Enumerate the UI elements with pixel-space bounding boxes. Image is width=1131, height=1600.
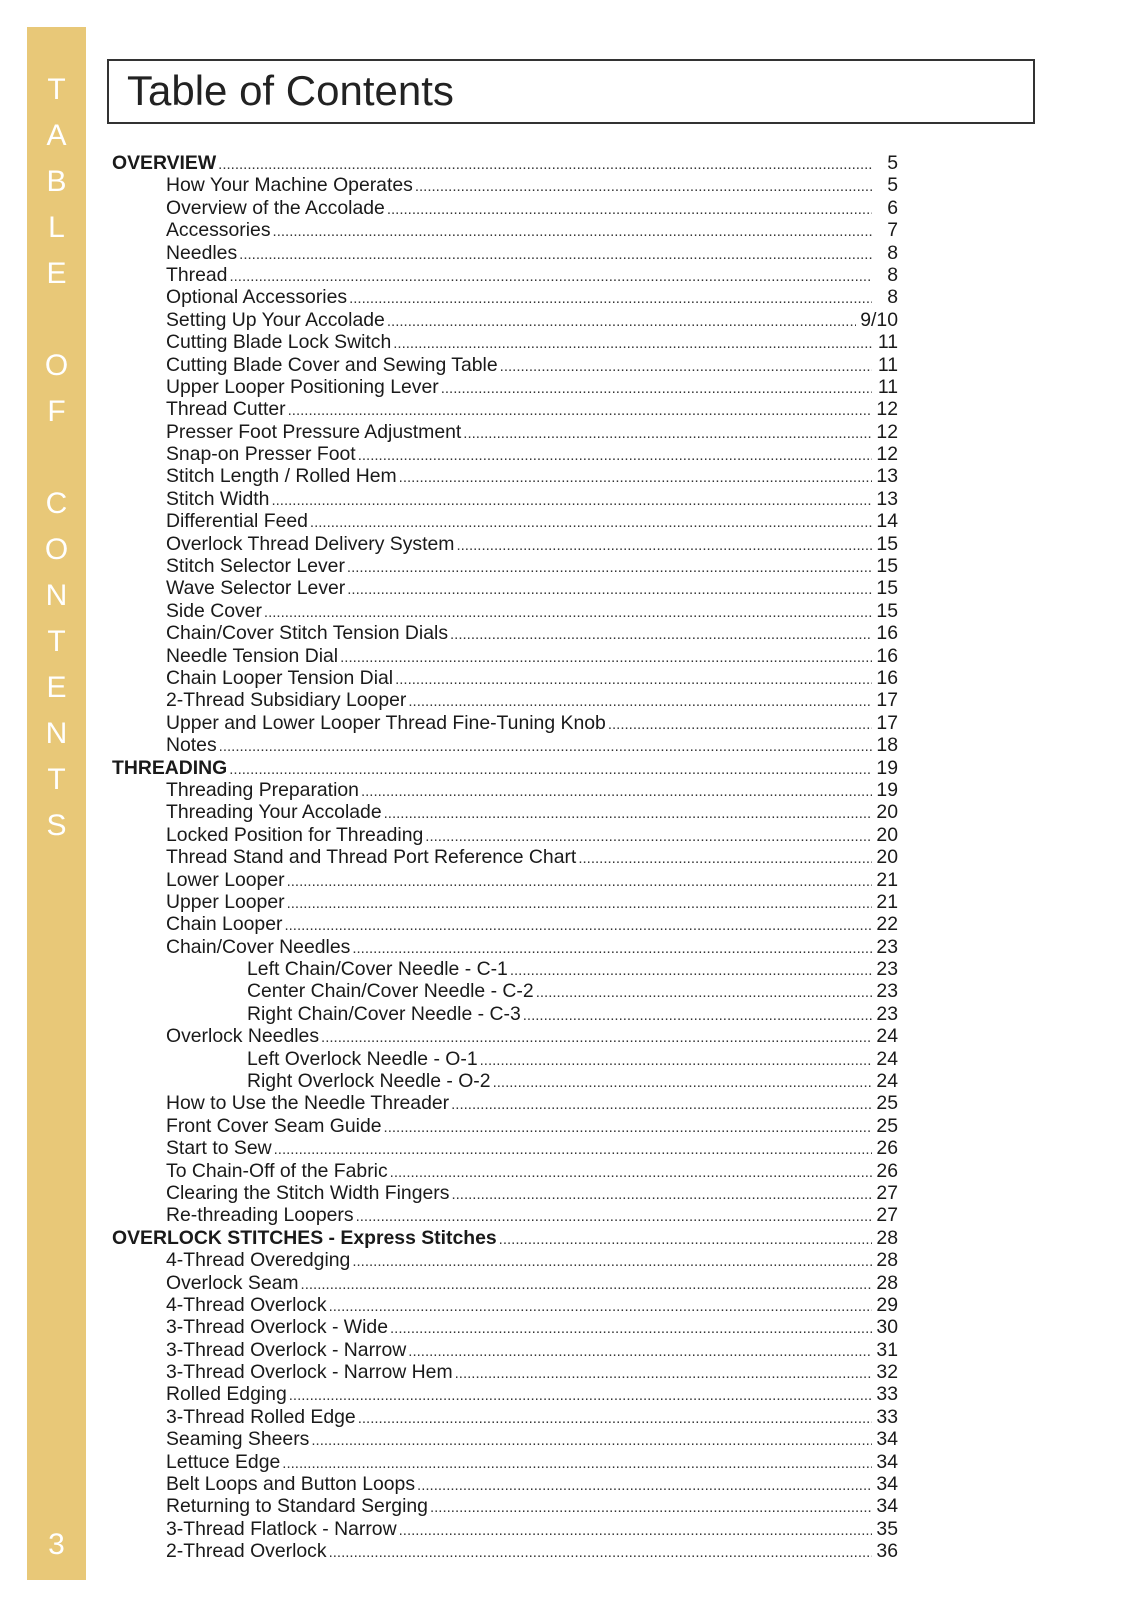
toc-entry-label: Overlock Needles <box>166 1025 320 1048</box>
toc-entry[interactable] <box>112 869 898 891</box>
dot-leader <box>340 647 872 669</box>
toc-entry-label: 3-Thread Overlock - Wide <box>166 1316 388 1339</box>
dot-leader <box>393 333 872 355</box>
toc-entry[interactable] <box>112 286 898 308</box>
toc-entry-page: 16 <box>876 644 898 667</box>
toc-entry[interactable] <box>112 1249 898 1271</box>
toc-entry-label: Snap-on Presser Foot <box>166 443 356 466</box>
toc-entry-label: Needles <box>166 241 238 264</box>
dot-leader <box>239 244 872 266</box>
toc-entry[interactable] <box>112 689 898 711</box>
toc-entry-label: Lower Looper <box>166 868 285 891</box>
toc-entry[interactable] <box>112 958 898 980</box>
dot-leader <box>450 624 872 646</box>
dot-leader <box>578 848 872 870</box>
toc-entry-page: 20 <box>876 801 898 824</box>
dot-leader <box>430 1497 872 1519</box>
dot-leader <box>384 1117 872 1139</box>
toc-entry-page: 18 <box>876 734 898 757</box>
sidebar-vertical-title <box>27 67 86 849</box>
toc-entry-page: 11 <box>877 353 898 376</box>
dot-leader <box>287 871 872 893</box>
toc-entry-page: 21 <box>876 868 898 891</box>
toc-entry[interactable] <box>112 488 898 510</box>
dot-leader <box>358 445 872 467</box>
toc-entry[interactable] <box>112 1115 898 1137</box>
sidebar-letter: T <box>47 763 66 796</box>
toc-entry-page: 36 <box>876 1540 898 1563</box>
toc-entry-label: Chain/Cover Needles <box>166 935 351 958</box>
toc-entry-label: How to Use the Needle Threader <box>166 1092 450 1115</box>
toc-entry-label: Front Cover Seam Guide <box>166 1114 382 1137</box>
toc-entry[interactable] <box>112 913 898 935</box>
dot-leader <box>229 266 872 288</box>
toc-entry-label: Stitch Selector Lever <box>166 555 345 578</box>
sidebar-letter <box>27 435 86 481</box>
toc-entry-page: 9/10 <box>860 308 898 331</box>
toc-entry-label: Overlock Thread Delivery System <box>166 532 455 555</box>
toc-entry-label: Cutting Blade Cover and Sewing Table <box>166 353 498 376</box>
toc-entry-label: Upper Looper Positioning Lever <box>166 375 439 398</box>
toc-entry-page: 30 <box>876 1316 898 1339</box>
toc-entry[interactable] <box>112 600 898 622</box>
toc-entry-page: 12 <box>876 443 898 466</box>
toc-entry-label: How Your Machine Operates <box>166 174 413 197</box>
toc-entry-page: 23 <box>876 935 898 958</box>
toc-entry-page: 6 <box>887 196 898 219</box>
toc-entry-page: 20 <box>876 846 898 869</box>
toc-entry-label: 3-Thread Rolled Edge <box>166 1405 356 1428</box>
toc-entry-label: Stitch Length / Rolled Hem <box>166 465 397 488</box>
sidebar-letter: E <box>46 671 67 704</box>
dot-leader <box>218 154 872 176</box>
toc-entry-label: 3-Thread Overlock - Narrow <box>166 1338 407 1361</box>
toc-entry-label: 3-Thread Overlock - Narrow Hem <box>166 1361 453 1384</box>
toc-entry-page: 7 <box>887 219 898 242</box>
sidebar-letter: C <box>45 487 68 520</box>
dot-leader <box>395 669 872 691</box>
dot-leader <box>321 1027 872 1049</box>
dot-leader <box>390 1318 872 1340</box>
toc-entry-page: 21 <box>876 890 898 913</box>
toc-entry-label: Rolled Edging <box>166 1383 287 1406</box>
toc-entry-label: 3-Thread Flatlock - Narrow <box>166 1517 397 1540</box>
dot-leader <box>451 1184 872 1206</box>
dot-leader <box>274 1139 872 1161</box>
toc-entry-page: 24 <box>876 1047 898 1070</box>
toc-entry-page: 23 <box>876 1002 898 1025</box>
toc-entry-page: 14 <box>876 510 898 533</box>
sidebar-letter: S <box>46 809 67 842</box>
toc-entry-label: Right Overlock Needle - O-2 <box>247 1070 491 1093</box>
toc-entry-label: Seaming Sheers <box>166 1428 310 1451</box>
toc-entry-page: 34 <box>876 1450 898 1473</box>
toc-entry[interactable] <box>112 1294 898 1316</box>
toc-entry[interactable] <box>112 846 898 868</box>
toc-entry-page: 17 <box>876 711 898 734</box>
dot-leader <box>361 781 872 803</box>
dot-leader <box>347 579 872 601</box>
dot-leader <box>415 176 872 198</box>
toc-entry[interactable] <box>112 936 898 958</box>
toc-section-heading[interactable] <box>112 757 898 779</box>
toc-entry[interactable] <box>112 465 898 487</box>
toc-entry-label: Returning to Standard Serging <box>166 1495 428 1518</box>
toc-entry-label: OVERLOCK STITCHES - Express Stitches <box>112 1226 497 1249</box>
toc-entry-page: 19 <box>876 778 898 801</box>
toc-entry-label: Locked Position for Threading <box>166 823 424 846</box>
toc-entry-page: 27 <box>876 1181 898 1204</box>
dot-leader <box>390 1162 872 1184</box>
toc-entry[interactable] <box>112 734 898 756</box>
toc-entry[interactable] <box>112 1182 898 1204</box>
toc-entry[interactable] <box>112 264 898 286</box>
dot-leader <box>288 400 872 422</box>
toc-entry-label: Thread <box>166 263 228 286</box>
toc-entry-page: 31 <box>876 1338 898 1361</box>
dot-leader <box>523 1005 872 1027</box>
sidebar-letter: F <box>47 395 66 428</box>
toc-entry-label: 4-Thread Overedging <box>166 1249 351 1272</box>
toc-entry-page: 8 <box>887 241 898 264</box>
toc-entry-page: 32 <box>876 1361 898 1384</box>
sidebar-letter: O <box>44 533 69 566</box>
toc-entry-page: 34 <box>876 1428 898 1451</box>
dot-leader <box>264 602 872 624</box>
toc-entry[interactable] <box>112 1495 898 1517</box>
toc-entry-label: Chain Looper <box>166 913 283 936</box>
toc-entry-label: Upper and Lower Looper Thread Fine-Tuning Knob <box>166 711 606 734</box>
toc-entry-label: Optional Accessories <box>166 286 348 309</box>
dot-leader <box>301 1274 872 1296</box>
dot-leader <box>441 378 872 400</box>
dot-leader <box>289 1385 872 1407</box>
dot-leader <box>500 356 872 378</box>
dot-leader <box>356 1206 872 1228</box>
sidebar-letter: B <box>46 165 67 198</box>
toc-entry-label: Clearing the Stitch Width Fingers <box>166 1181 450 1204</box>
dot-leader <box>284 915 872 937</box>
toc-entry-label: Accessories <box>166 219 271 242</box>
toc-entry-label: Chain/Cover Stitch Tension Dials <box>166 622 449 645</box>
sidebar-letter: O <box>44 349 69 382</box>
dot-leader <box>219 736 872 758</box>
toc-entry-label: Needle Tension Dial <box>166 644 339 667</box>
toc-entry-page: 24 <box>876 1025 898 1048</box>
toc-entry-page: 8 <box>887 263 898 286</box>
sidebar-letter: N <box>45 579 68 612</box>
toc-entry-label: Lettuce Edge <box>166 1450 281 1473</box>
toc-entry-label: Presser Foot Pressure Adjustment <box>166 420 462 443</box>
toc-entry-label: Thread Cutter <box>166 398 286 421</box>
toc-entry-label: Side Cover <box>166 599 262 622</box>
toc-entry[interactable] <box>112 801 898 823</box>
toc-entry-label: OVERVIEW <box>112 152 217 174</box>
sidebar-letter: E <box>46 257 67 290</box>
toc-entry-page: 25 <box>876 1092 898 1115</box>
dot-leader <box>608 714 872 736</box>
toc-entry[interactable] <box>112 1518 898 1540</box>
toc-entry-page: 27 <box>876 1204 898 1227</box>
toc-entry[interactable] <box>112 197 898 219</box>
dot-leader <box>347 557 872 579</box>
dot-leader <box>352 938 872 960</box>
toc-entry[interactable] <box>112 219 898 241</box>
toc-entry[interactable] <box>112 1204 898 1226</box>
toc-entry-label: To Chain-Off of the Fabric <box>166 1159 388 1182</box>
toc-entry[interactable] <box>112 1003 898 1025</box>
toc-entry[interactable] <box>112 331 898 353</box>
toc-entry-page: 15 <box>876 555 898 578</box>
toc-entry-page: 26 <box>876 1137 898 1160</box>
toc-entry-page: 16 <box>876 622 898 645</box>
dot-leader <box>451 1094 872 1116</box>
toc-entry-page: 34 <box>876 1473 898 1496</box>
dot-leader <box>282 1453 872 1475</box>
toc-entry-page: 20 <box>876 823 898 846</box>
toc-entry-label: Right Chain/Cover Needle - C-3 <box>247 1002 521 1025</box>
dot-leader <box>287 893 872 915</box>
toc-entry-page: 33 <box>876 1383 898 1406</box>
page-number: 3 <box>48 1528 65 1561</box>
toc-entry-label: Chain Looper Tension Dial <box>166 666 394 689</box>
toc-entry[interactable] <box>112 242 898 264</box>
toc-entry-label: Overview of the Accolade <box>166 196 385 219</box>
sidebar-tab <box>27 27 86 1580</box>
toc-entry[interactable] <box>112 1383 898 1405</box>
toc-entry-page: 8 <box>887 286 898 309</box>
toc-entry[interactable] <box>112 645 898 667</box>
dot-leader <box>456 535 872 557</box>
toc-entry[interactable] <box>112 1540 898 1562</box>
page-title: Table of Contents <box>127 67 454 114</box>
dot-leader <box>349 288 872 310</box>
toc-entry-label: Overlock Seam <box>166 1271 299 1294</box>
toc-entry[interactable] <box>112 354 898 376</box>
dot-leader <box>463 423 872 445</box>
toc-entry-label: Notes <box>166 734 217 757</box>
toc-entry[interactable] <box>112 712 898 734</box>
toc-entry-page: 29 <box>876 1293 898 1316</box>
toc-entry-page: 5 <box>887 152 898 174</box>
toc-entry-page: 15 <box>876 577 898 600</box>
sidebar-letter: A <box>46 119 67 152</box>
dot-leader <box>271 490 872 512</box>
dot-leader <box>273 221 872 243</box>
toc-entry-page: 28 <box>876 1249 898 1272</box>
toc-entry-label: Stitch Width <box>166 487 270 510</box>
sidebar-letter: T <box>47 625 66 658</box>
dot-leader <box>310 512 872 534</box>
toc-entry-page: 12 <box>876 420 898 443</box>
toc-section-heading[interactable] <box>112 152 898 174</box>
toc-entry-page: 34 <box>876 1495 898 1518</box>
title-box <box>107 59 1035 124</box>
toc-entry[interactable] <box>112 1092 898 1114</box>
dot-leader <box>536 982 872 1004</box>
dot-leader <box>399 1520 872 1542</box>
toc-entry-label: Start to Sew <box>166 1137 272 1160</box>
sidebar-letter: L <box>48 211 65 244</box>
toc-entry-label: Thread Stand and Thread Port Reference Chart <box>166 846 577 869</box>
toc-entry[interactable] <box>112 1048 898 1070</box>
dot-leader <box>510 960 872 982</box>
toc-entry[interactable] <box>112 510 898 532</box>
toc-entry[interactable] <box>112 1025 898 1047</box>
toc-entry[interactable] <box>112 1137 898 1159</box>
dot-leader <box>408 691 872 713</box>
toc-entry[interactable] <box>112 1272 898 1294</box>
toc-entry-page: 24 <box>876 1070 898 1093</box>
toc-entry[interactable] <box>112 533 898 555</box>
toc-entry[interactable] <box>112 376 898 398</box>
sidebar-letter: N <box>45 717 68 750</box>
toc-entry-page: 26 <box>876 1159 898 1182</box>
toc-entry-page: 23 <box>876 980 898 1003</box>
sidebar-letter: T <box>47 73 66 106</box>
toc-entry-label: Wave Selector Lever <box>166 577 346 600</box>
toc-entry[interactable] <box>112 891 898 913</box>
dot-leader <box>408 1341 872 1363</box>
toc-entry-page: 16 <box>876 666 898 689</box>
toc-section-heading[interactable] <box>112 1227 898 1249</box>
toc-entry-page: 22 <box>876 913 898 936</box>
toc-entry[interactable] <box>112 1406 898 1428</box>
toc-entry-page: 33 <box>876 1405 898 1428</box>
dot-leader <box>311 1430 872 1452</box>
toc-entry[interactable] <box>112 1473 898 1495</box>
toc-entry[interactable] <box>112 443 898 465</box>
dot-leader <box>455 1363 872 1385</box>
toc-entry[interactable] <box>112 1428 898 1450</box>
dot-leader <box>499 1229 872 1251</box>
toc-entry-label: Belt Loops and Button Loops <box>166 1473 416 1496</box>
toc-entry[interactable] <box>112 1316 898 1338</box>
toc-entry[interactable] <box>112 398 898 420</box>
toc-entry-label: Threading Your Accolade <box>166 801 382 824</box>
dot-leader <box>387 199 872 221</box>
toc-entry[interactable] <box>112 1160 898 1182</box>
toc-entry-page: 11 <box>877 331 898 354</box>
dot-leader <box>387 311 856 333</box>
dot-leader <box>384 803 872 825</box>
dot-leader <box>352 1251 872 1273</box>
toc-entry[interactable] <box>112 174 898 196</box>
toc-entry[interactable] <box>112 622 898 644</box>
toc-entry[interactable] <box>112 1451 898 1473</box>
toc-entry-label: Re-threading Loopers <box>166 1204 354 1227</box>
toc-entry[interactable] <box>112 980 898 1002</box>
table-of-contents <box>112 152 898 1563</box>
dot-leader <box>493 1072 872 1094</box>
toc-entry-page: 19 <box>876 756 898 779</box>
toc-entry-label: Center Chain/Cover Needle - C-2 <box>247 980 534 1003</box>
dot-leader <box>358 1408 872 1430</box>
toc-entry[interactable] <box>112 309 898 331</box>
toc-entry-page: 13 <box>876 465 898 488</box>
toc-entry-page: 5 <box>887 174 898 197</box>
dot-leader <box>417 1475 872 1497</box>
toc-entry-label: Upper Looper <box>166 890 285 913</box>
toc-entry-label: Left Overlock Needle - O-1 <box>247 1047 478 1070</box>
toc-entry-label: Threading Preparation <box>166 778 359 801</box>
toc-entry-page: 23 <box>876 958 898 981</box>
sidebar-letter <box>27 297 86 343</box>
toc-entry-label: THREADING <box>112 756 228 779</box>
toc-entry-page: 13 <box>876 487 898 510</box>
toc-entry-label: 2-Thread Overlock <box>166 1540 327 1563</box>
toc-entry-page: 28 <box>876 1271 898 1294</box>
toc-entry-label: Setting Up Your Accolade <box>166 308 385 331</box>
toc-entry[interactable] <box>112 577 898 599</box>
toc-entry-page: 25 <box>876 1114 898 1137</box>
toc-entry-page: 17 <box>876 689 898 712</box>
toc-entry-label: Differential Feed <box>166 510 308 533</box>
toc-entry[interactable] <box>112 1070 898 1092</box>
toc-entry-page: 35 <box>876 1517 898 1540</box>
toc-entry-label: 4-Thread Overlock <box>166 1293 327 1316</box>
dot-leader <box>329 1542 872 1564</box>
dot-leader <box>329 1296 872 1318</box>
dot-leader <box>480 1050 872 1072</box>
toc-entry-page: 11 <box>877 375 898 398</box>
toc-entry[interactable] <box>112 555 898 577</box>
toc-entry[interactable] <box>112 421 898 443</box>
dot-leader <box>425 826 872 848</box>
toc-entry[interactable] <box>112 1339 898 1361</box>
toc-entry-page: 12 <box>876 398 898 421</box>
toc-entry[interactable] <box>112 667 898 689</box>
toc-entry-label: Left Chain/Cover Needle - C-1 <box>247 958 508 981</box>
dot-leader <box>229 759 872 781</box>
toc-entry[interactable] <box>112 779 898 801</box>
toc-entry-page: 28 <box>876 1226 898 1249</box>
toc-entry-label: Cutting Blade Lock Switch <box>166 331 392 354</box>
dot-leader <box>399 467 872 489</box>
toc-entry-page: 15 <box>876 532 898 555</box>
toc-entry[interactable] <box>112 824 898 846</box>
toc-entry-label: 2-Thread Subsidiary Looper <box>166 689 407 712</box>
toc-entry[interactable] <box>112 1361 898 1383</box>
toc-entry-page: 15 <box>876 599 898 622</box>
